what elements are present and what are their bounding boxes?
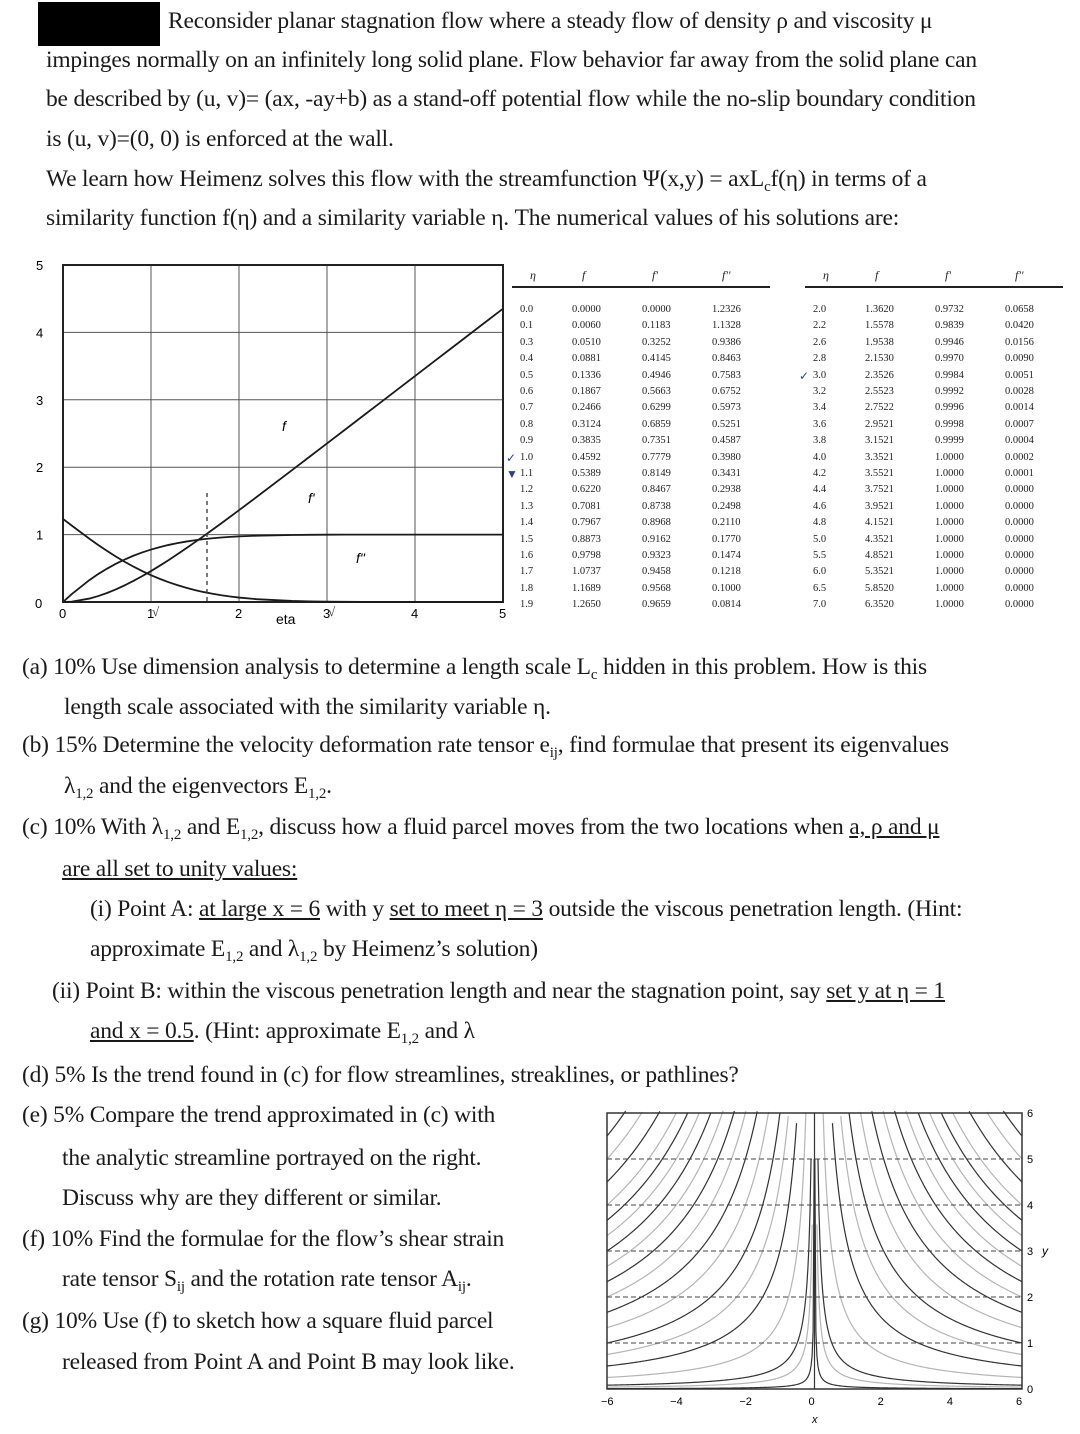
x-tick-label: 6 xyxy=(1016,1396,1023,1408)
table-cell: 0.8467 xyxy=(642,484,671,496)
table-cell: 1.0 xyxy=(520,451,534,463)
question-b-line-2 xyxy=(64,773,332,803)
table-header: f' xyxy=(652,268,658,282)
table-cell: 0.9386 xyxy=(712,336,741,348)
y-tick-label: 5 xyxy=(36,258,44,273)
question-d: (d) 5% Is the trend found in (c) for flow streamlines, streaklines, or pathlines? xyxy=(22,1062,739,1088)
table-cell: 0.0000 xyxy=(1005,533,1034,545)
table-cell: 2.5523 xyxy=(865,386,894,397)
question-e-line-2: the analytic streamline portrayed on the right. xyxy=(62,1145,482,1171)
table-cell: 0.9568 xyxy=(642,582,671,594)
table-cell: 0.6 xyxy=(520,386,534,397)
table-cell: 1.0000 xyxy=(935,550,964,561)
table-cell: 0.7 xyxy=(520,402,534,414)
table-cell: 2.7522 xyxy=(865,402,894,414)
label-f-double-prime: f" xyxy=(356,550,365,566)
table-cell: 0.5 xyxy=(520,369,534,381)
table-cell: 0.0028 xyxy=(1005,386,1034,397)
table-cell: 0.1183 xyxy=(642,320,671,332)
qf-a: rate tensor S xyxy=(62,1266,177,1292)
intro-line-4: is (u, v)=(0, 0) is enforced at the wall. xyxy=(46,126,394,152)
table-cell: 0.8873 xyxy=(572,533,601,545)
streamline xyxy=(607,1224,812,1387)
streamline xyxy=(607,1113,688,1221)
x-tick-label: 2 xyxy=(235,606,243,621)
table-cell: 5.3521 xyxy=(865,566,894,578)
table-cell: 0.4592 xyxy=(572,451,601,463)
qci-c: with y xyxy=(320,896,390,922)
qci2-c: and λ xyxy=(243,936,300,962)
table-cell: 3.5521 xyxy=(865,468,894,479)
table-cell: 0.1867 xyxy=(572,386,601,397)
streamline xyxy=(607,1111,660,1182)
table-cell: 0.0881 xyxy=(572,353,601,365)
table-cell: 0.3835 xyxy=(572,435,601,447)
table-cell: 0.1 xyxy=(520,320,534,332)
table-cell: 3.6 xyxy=(813,418,827,430)
x-tick-label: 5 xyxy=(499,606,507,621)
table-header: η xyxy=(530,268,536,282)
table-cell: 0.0420 xyxy=(1005,320,1034,332)
streamline xyxy=(607,1159,814,1389)
table-header: f'' xyxy=(1015,268,1024,282)
check-mark-1: √ xyxy=(152,604,160,619)
streamline xyxy=(832,1123,1022,1366)
question-a-line-2: length scale associated with the similarity variable η. xyxy=(64,694,551,720)
table-cell: 0.0007 xyxy=(1005,418,1034,430)
intro-line-2: impinges normally on an infinitely long solid plane. Flow behavior far away from the solid plane can xyxy=(46,47,977,73)
table-cell: 0.0814 xyxy=(712,599,741,611)
table-cell: 1.0000 xyxy=(935,566,964,578)
table-cell: 0.0014 xyxy=(1005,402,1034,414)
streamline xyxy=(607,1113,780,1343)
table-header: f xyxy=(875,268,879,282)
question-e-line-3: Discuss why are they different or similar. xyxy=(62,1185,442,1211)
check-mark: ✓ xyxy=(506,450,517,465)
streamline xyxy=(607,1111,626,1136)
solution-table-right xyxy=(799,268,1075,613)
question-ci-line-2 xyxy=(90,936,538,966)
table-header: η xyxy=(823,268,829,282)
qc-a: (c) 10% With λ xyxy=(22,814,163,840)
table-cell: 0.0000 xyxy=(1005,484,1034,496)
table-cell: 0.9732 xyxy=(935,304,964,315)
table-cell: 0.8463 xyxy=(712,353,741,365)
table-cell: 0.0004 xyxy=(1005,435,1034,447)
qci-e: outside the viscous penetration length. (Hint: xyxy=(542,896,963,922)
table-cell: 0.5973 xyxy=(712,402,741,414)
table-cell: 0.4587 xyxy=(712,435,741,447)
qci-a: (i) Point A: xyxy=(90,896,200,922)
check-mark: ✓ xyxy=(799,368,810,383)
y-tick-label: 5 xyxy=(1027,1154,1034,1166)
table-cell: 0.8738 xyxy=(642,500,671,512)
qb-text: (b) 15% Determine the velocity deformation rate tensor e xyxy=(22,732,550,758)
table-cell: 1.0000 xyxy=(935,533,964,545)
qf-c: and the rotation rate tensor A xyxy=(184,1266,458,1292)
qf-d: ij xyxy=(457,1279,466,1295)
table-cell: 6.0 xyxy=(813,566,827,578)
table-cell: 0.0000 xyxy=(1005,599,1034,611)
table-cell: 0.0000 xyxy=(1005,517,1034,529)
table-cell: 1.3 xyxy=(520,500,534,512)
table-cell: 0.9970 xyxy=(935,353,964,365)
question-a-line-1 xyxy=(22,654,927,684)
y-tick-label: 1 xyxy=(1027,1338,1034,1350)
y-tick-label: 4 xyxy=(36,325,44,341)
qcii-a: (ii) Point B: within the viscous penetration length and near the stagnation point, say xyxy=(52,978,827,1004)
qcii-b: set y at η = 1 xyxy=(826,978,945,1004)
table-cell: 0.0060 xyxy=(572,320,601,332)
table-cell: 2.2 xyxy=(813,320,827,332)
streamline xyxy=(969,1111,1022,1182)
qb-sub: ij xyxy=(549,745,558,761)
x-tick-label: −2 xyxy=(739,1396,752,1408)
x-tick-label: 4 xyxy=(411,606,419,621)
table-cell: 0.0000 xyxy=(1005,566,1034,578)
table-cell: 1.0737 xyxy=(572,566,601,578)
qcii2-d: and λ xyxy=(418,1018,475,1044)
table-cell: 3.9521 xyxy=(865,500,894,512)
y-tick-label: 3 xyxy=(36,392,44,408)
table-rule xyxy=(512,286,770,288)
streamline xyxy=(987,1112,1022,1159)
x-tick-label: 3 xyxy=(323,606,331,621)
table-cell: 0.2498 xyxy=(712,500,741,512)
table-cell: 0.0156 xyxy=(1005,336,1034,348)
table-header: f' xyxy=(945,268,951,282)
table-cell: 1.0000 xyxy=(935,484,964,496)
qcii2-c: 1,2 xyxy=(400,1031,419,1047)
y-tick-label: 4 xyxy=(1027,1200,1034,1212)
table-cell: 1.0000 xyxy=(935,451,964,463)
table-cell: 1.3620 xyxy=(865,304,894,315)
qc-b: 1,2 xyxy=(163,827,182,843)
table-cell: 4.8521 xyxy=(865,550,894,561)
table-cell: 1.0000 xyxy=(935,517,964,529)
intro-line-3: be described by (u, v)= (ax, -ay+b) as a stand-off potential flow while the no-slip boundary condition xyxy=(46,86,976,112)
table-cell: 2.0 xyxy=(813,304,827,315)
question-f-line-1: (f) 10% Find the formulae for the flow’s shear strain xyxy=(22,1226,505,1252)
table-cell: 1.1689 xyxy=(572,582,601,594)
table-cell: 0.0000 xyxy=(1005,550,1034,561)
table-cell: 0.4946 xyxy=(642,369,671,381)
table-cell: 0.9946 xyxy=(935,336,964,348)
y-tick-label: 0 xyxy=(1027,1384,1034,1396)
qa-tail: hidden in this problem. How is this xyxy=(597,654,927,680)
question-c-line-2: are all set to unity values: xyxy=(62,856,298,882)
question-cii-line-1 xyxy=(52,978,945,1005)
table-cell: 1.9538 xyxy=(865,336,894,348)
table-cell: 0.8 xyxy=(520,418,534,430)
question-cii-line-2 xyxy=(90,1018,475,1048)
table-cell: 4.8 xyxy=(813,517,827,529)
table-cell: 0.3252 xyxy=(642,336,671,348)
streamlines xyxy=(607,1111,1022,1389)
table-cell: 0.4 xyxy=(520,353,534,365)
table-cell: 4.4 xyxy=(813,484,827,496)
intro-line-5-text: We learn how Heimenz solves this flow with the streamfunction Ψ(x,y) = axL xyxy=(46,166,765,192)
table-cell: 2.6 xyxy=(813,336,827,348)
solution-table-left xyxy=(506,268,767,613)
qb2-d: 1,2 xyxy=(308,786,327,802)
y-tick-label: 2 xyxy=(36,460,44,476)
table-cell: 3.0 xyxy=(813,369,827,381)
table-cell: 0.1474 xyxy=(712,550,741,561)
streamline xyxy=(607,1112,769,1328)
table-cell: 1.8 xyxy=(520,582,534,594)
y-tick-label: 2 xyxy=(1027,1292,1034,1304)
table-cell: 0.2110 xyxy=(712,517,741,529)
qb2-e: . xyxy=(326,773,332,799)
table-cell: 1.2326 xyxy=(712,304,741,315)
qci2-e: by Heimenz’s solution) xyxy=(317,936,538,962)
check-mark: ▼ xyxy=(506,467,518,481)
question-g-line-2: released from Point A and Point B may look like. xyxy=(62,1349,515,1375)
y-tick-label: 1 xyxy=(36,527,44,543)
series-fp xyxy=(63,535,503,602)
y-tick-label: 0 xyxy=(35,596,43,611)
table-cell: 5.5 xyxy=(813,550,827,561)
table-cell: 0.1218 xyxy=(712,566,741,578)
qci-b: at large x = 6 xyxy=(199,896,321,922)
question-ci-line-1 xyxy=(90,896,962,923)
table-cell: 3.1521 xyxy=(865,435,894,447)
table-cell: 1.0000 xyxy=(935,468,964,479)
table-cell: 3.2 xyxy=(813,386,827,397)
table-cell: 0.6299 xyxy=(642,402,671,414)
table-cell: 0.3124 xyxy=(572,418,601,430)
table-cell: 4.1521 xyxy=(865,517,894,529)
table-cell: 3.7521 xyxy=(865,484,894,496)
table-cell: 0.1000 xyxy=(712,582,741,594)
table-cell: 0.9323 xyxy=(642,550,671,561)
table-cell: 5.8520 xyxy=(865,582,894,594)
table-cell: 0.6859 xyxy=(642,418,671,430)
table-cell: 1.1328 xyxy=(712,320,741,332)
lc-subscript: c xyxy=(764,179,771,195)
table-cell: 0.6220 xyxy=(572,484,601,496)
table-cell: 1.6 xyxy=(520,550,534,561)
intro-line-1: Reconsider planar stagnation flow where a steady flow of density ρ and viscosity μ xyxy=(168,8,933,34)
table-cell: 0.1770 xyxy=(712,533,741,545)
y-tick-label: 6 xyxy=(1027,1108,1034,1120)
table-cell: 0.9458 xyxy=(642,566,671,578)
table-cell: 0.9839 xyxy=(935,320,964,332)
table-cell: 0.6752 xyxy=(712,386,741,397)
streamline xyxy=(607,1123,797,1366)
table-cell: 1.1 xyxy=(520,468,534,479)
table-cell: 0.9162 xyxy=(642,533,671,545)
table-cell: 1.2650 xyxy=(572,599,601,611)
qc-d: 1,2 xyxy=(240,827,259,843)
question-c-line-1 xyxy=(22,814,939,844)
streamline xyxy=(872,1111,1022,1312)
x-tick-label: −6 xyxy=(601,1396,614,1408)
x-tick-label: 4 xyxy=(946,1396,953,1408)
table-cell: 2.8 xyxy=(813,353,827,365)
streamline xyxy=(818,1159,1022,1386)
table-cell: 0.9 xyxy=(520,435,534,447)
table-cell: 0.0051 xyxy=(1005,369,1034,381)
table-cell: 1.4 xyxy=(520,517,534,529)
table-header: f'' xyxy=(722,268,731,282)
streamline xyxy=(607,1111,757,1312)
streamline xyxy=(941,1113,1022,1221)
table-cell: 0.0000 xyxy=(1005,500,1034,512)
table-cell: 3.3521 xyxy=(865,451,894,463)
qa-sub: c xyxy=(590,667,598,683)
table-cell: 1.9 xyxy=(520,599,534,611)
qb2-b: 1,2 xyxy=(75,786,94,802)
qa-text: (a) 10% Use dimension analysis to determine a length scale L xyxy=(22,654,591,680)
table-cell: 0.9984 xyxy=(935,369,964,381)
table-cell: 6.3520 xyxy=(865,599,894,611)
label-f: f xyxy=(282,418,286,434)
question-b-line-1 xyxy=(22,732,949,762)
plot-series xyxy=(63,309,503,602)
streamline-plot xyxy=(590,1095,1080,1434)
qf-e: . xyxy=(465,1266,472,1292)
qci-d: set to meet η = 3 xyxy=(389,896,543,922)
table-cell: 2.9521 xyxy=(865,418,894,430)
streamline xyxy=(1003,1111,1022,1136)
table-cell: 1.0000 xyxy=(935,500,964,512)
table-cell: 0.0000 xyxy=(1005,582,1034,594)
streamline xyxy=(918,1113,1022,1251)
qci2-a: approximate E xyxy=(90,936,226,962)
qc-e: , discuss how a fluid parcel moves from the two locations when xyxy=(258,814,850,840)
x-tick-label: 2 xyxy=(877,1396,884,1408)
table-cell: 0.1336 xyxy=(572,369,601,381)
table-cell: 0.3431 xyxy=(712,468,741,479)
table-cell: 1.0000 xyxy=(935,582,964,594)
qcii2-b: . (Hint: approximate E xyxy=(193,1018,401,1044)
table-cell: 0.7779 xyxy=(642,451,671,463)
qci2-d: 1,2 xyxy=(299,949,318,965)
streamline-y-label: y xyxy=(1042,1244,1048,1258)
x-tick-label: 0 xyxy=(808,1396,815,1408)
series-fpp xyxy=(63,519,503,602)
table-cell: 0.5389 xyxy=(572,468,601,479)
table-cell: 0.0001 xyxy=(1005,468,1034,479)
table-cell: 0.9659 xyxy=(642,599,671,611)
question-f-line-2 xyxy=(62,1266,472,1296)
intro-line-5-tail: f(η) in terms of a xyxy=(770,166,927,192)
table-cell: 0.4145 xyxy=(642,353,671,365)
table-cell: 0.7081 xyxy=(572,500,601,512)
table-cell: 0.0658 xyxy=(1005,304,1034,315)
qcii2-a: and x = 0.5 xyxy=(90,1018,194,1044)
table-cell: 0.7351 xyxy=(642,435,671,447)
table-cell: 2.1530 xyxy=(865,353,894,365)
table-cell: 0.7967 xyxy=(572,517,601,529)
question-g-line-1: (g) 10% Use (f) to sketch how a square fluid parcel xyxy=(22,1308,494,1334)
streamline xyxy=(849,1113,1022,1343)
table-cell: 4.6 xyxy=(813,500,827,512)
y-tick-label: 3 xyxy=(1027,1246,1034,1258)
table-cell: 0.9996 xyxy=(935,402,964,414)
label-f-prime: f' xyxy=(308,490,315,506)
table-cell: 0.2938 xyxy=(712,484,741,496)
qc-c: and E xyxy=(181,814,240,840)
table-cell: 0.3 xyxy=(520,336,534,348)
table-cell: 1.0000 xyxy=(935,599,964,611)
table-cell: 1.7 xyxy=(520,566,534,578)
qb-tail: , find formulae that present its eigenvalues xyxy=(557,732,949,758)
table-cell: 0.9992 xyxy=(935,386,964,397)
table-cell: 5.0 xyxy=(813,533,827,545)
question-e-line-1: (e) 5% Compare the trend approximated in (c) with xyxy=(22,1102,496,1128)
heimenz-solution-plot xyxy=(0,250,510,635)
table-cell: 0.8968 xyxy=(642,517,671,529)
table-cell: 0.0090 xyxy=(1005,353,1034,365)
x-tick-label: 0 xyxy=(59,606,67,621)
table-cell: 1.2 xyxy=(520,484,534,496)
table-cell: 0.9798 xyxy=(572,550,601,561)
streamline xyxy=(607,1113,711,1251)
table-cell: 4.2 xyxy=(813,468,827,479)
table-cell: 0.7583 xyxy=(712,369,741,381)
table-cell: 0.9999 xyxy=(935,435,964,447)
qci2-b: 1,2 xyxy=(225,949,244,965)
qc-f: a, ρ and μ xyxy=(849,814,940,840)
qb2-c: and the eigenvectors E xyxy=(93,773,309,799)
table-cell: 1.5578 xyxy=(865,320,894,332)
table-cell: 4.0 xyxy=(813,451,827,463)
table-header: f xyxy=(582,268,586,282)
x-tick-label: −4 xyxy=(670,1396,683,1408)
streamline xyxy=(817,1224,1022,1387)
streamline xyxy=(860,1112,1022,1328)
table-cell: 0.2466 xyxy=(572,402,601,414)
redacted-box xyxy=(38,2,160,46)
check-mark-3: √ xyxy=(328,604,336,619)
table-cell: 0.0000 xyxy=(572,304,601,315)
streamline-x-label: x xyxy=(812,1414,818,1426)
table-cell: 1.5 xyxy=(520,533,534,545)
table-cell: 0.5251 xyxy=(712,418,741,430)
table-cell: 3.8 xyxy=(813,435,827,447)
table-cell: 0.0510 xyxy=(572,336,601,348)
intro-line-6: similarity function f(η) and a similarity variable η. The numerical values of his solutions are: xyxy=(46,205,900,231)
table-cell: 7.0 xyxy=(813,599,827,611)
table-cell: 0.0000 xyxy=(642,304,671,315)
axis-ticks xyxy=(35,258,506,621)
table-cell: 2.3526 xyxy=(865,369,894,381)
table-cell: 0.8149 xyxy=(642,468,671,479)
table-cell: 0.0 xyxy=(520,304,534,315)
table-cell: 0.0002 xyxy=(1005,451,1034,463)
streamline xyxy=(815,1159,1022,1389)
table-cell: 0.3980 xyxy=(712,451,741,463)
table-cell: 3.4 xyxy=(813,402,827,414)
x-axis-label: eta xyxy=(276,611,296,627)
x-tick-label: 1 xyxy=(147,606,155,621)
table-cell: 6.5 xyxy=(813,582,827,594)
streamline xyxy=(607,1112,642,1159)
qf-b: ij xyxy=(176,1279,185,1295)
table-cell: 4.3521 xyxy=(865,533,894,545)
table-rule xyxy=(805,286,1063,288)
streamline xyxy=(607,1159,811,1386)
table-cell: 0.9998 xyxy=(935,418,964,430)
qb2-a: λ xyxy=(64,773,76,799)
intro-line-5 xyxy=(46,166,927,196)
table-cell: 0.5663 xyxy=(642,386,671,397)
